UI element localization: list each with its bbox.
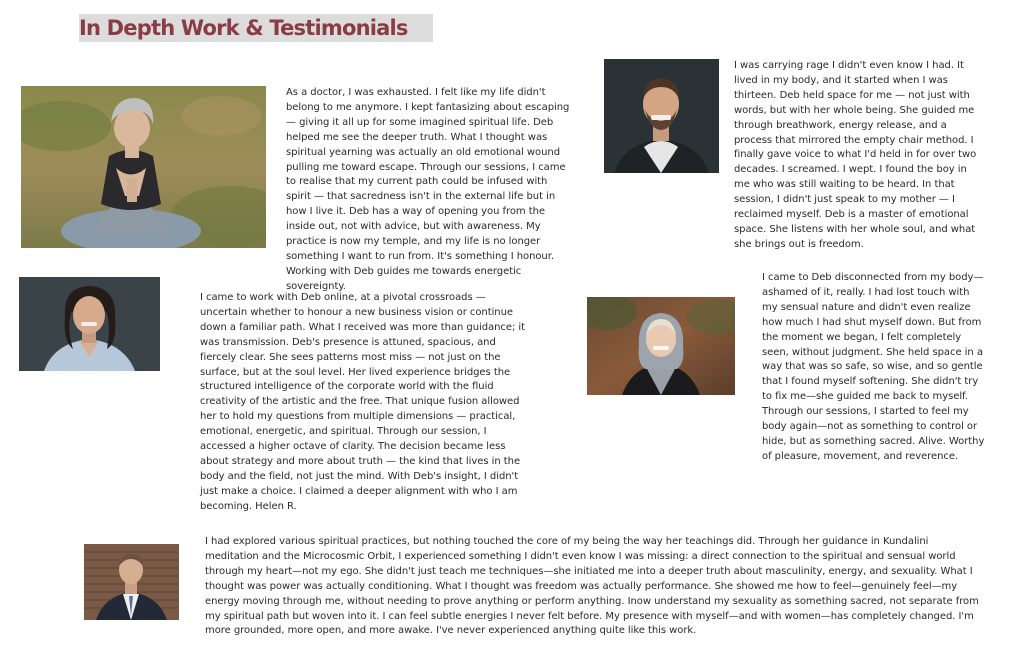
testimonial-kundalini-text: I had explored various spiritual practices, but nothing touched the core of my being the way her teachings did. Through her guidance in Kundalini meditation and the Microcosmic Orbit, I experienced something I didn't even know I was missing: a direct connection to the spiritual and sensual world through my heart—not my ego. She didn't just teach me techniques—she initiated me into a deeper truth about masculinity, energy, and sexuality. What I thought was power was actually conditioning. What I thought was freedom was actually performance. She showed me how to feel—genuinely feel—my energy moving through me, without needing to prove anything or perform anything. Inow understand my sexuality as something sacred, not separate from my spiritual path but woven into it. I can feel subtle energies I never felt before. My presence with myself—and with women—has completely changed. I'm more grounded, more open, and more awake. I've never experienced anything quite like this work.: [205, 536, 979, 637]
smiling-bearded-man-photo: [604, 59, 719, 173]
woman-meditating-on-grass-photo: [21, 86, 266, 248]
testimonial-body-text: I came to Deb disconnected from my body—ashamed of it, really. I had lost touch with my sensual nature and didn't even realize how much I had shut myself down. But from the moment we began, I felt completely seen, without judgment. She held space in a way that was so safe, so wise, and so gentle that I found myself softening. She didn't try to fix me—she guided me back to myself. Through our sessions, I started to feel my body again—not as something to control or hide, but as something sacred. Alive. Worthy of pleasure, movement, and reverence.: [762, 272, 985, 462]
page-title: In Depth Work & Testimonials: [79, 16, 408, 40]
man-in-suit-brick-wall-photo: [84, 544, 179, 620]
testimonial-rage-text: I was carrying rage I didn't even know I had. It lived in my body, and it started when I was thirteen. Deb held space for me — not just with words, but with her whole being. She guided me through breathwork, energy release, and a process that mirrored the empty chair method. I finally gave voice to what I'd held in for over two decades. I screamed. I wept. I found the boy in me who was still waiting to be heard. In that session, I didn't just speak to my mother — I reclaimed myself. Deb is a master of emotional space. She listens with her whole soul, and what she brings out is freedom.: [734, 60, 977, 250]
smiling-woman-curly-hair-photo: [19, 277, 160, 371]
testimonial-crossroads-text: I came to work with Deb online, at a pivotal crossroads — uncertain whether to honour a new business vision or continue down a familiar path. What I received was more than guidance; it was transmission. Deb's presence is attuned, spacious, and fiercely clear. She sees patterns most miss — not just on the surface, but at the soul level. Her lived experience bridges the structured intelligence of the corporate world with the fluid creativity of the artistic and the free. That unique fusion allowed her to hold my questions from multiple dimensions — practical, emotional, energetic, and spiritual. Through our session, I accessed a higher octave of clarity. The decision became less about strategy and more about truth — the kind that lives in the body and the field, not just the mind. With Deb's insight, I didn't just make a choice. I claimed a deeper alignment with who I am becoming. Helen R.: [200, 292, 526, 512]
testimonial-doctor-text: As a doctor, I was exhausted. I felt like my life didn't belong to me anymore. I kept fantasizing about escaping — giving it all up for some imagined spiritual life. Deb helped me see the deeper truth. What I thought was spiritual yearning was actually an old emotional wound pulling me toward escape. Through our sessions, I came to realise that my current path could be infused with spirit — that sacredness isn't in the external life but in how I live it. Deb has a way of opening you from the inside out, not with advice, but with awareness. My practice is now my temple, and my life is no longer something I want to run from. It's something I honour. Working with Deb guides me towards energetic sovereignty.: [286, 87, 570, 292]
woman-in-hood-outdoors-photo: [587, 297, 735, 395]
